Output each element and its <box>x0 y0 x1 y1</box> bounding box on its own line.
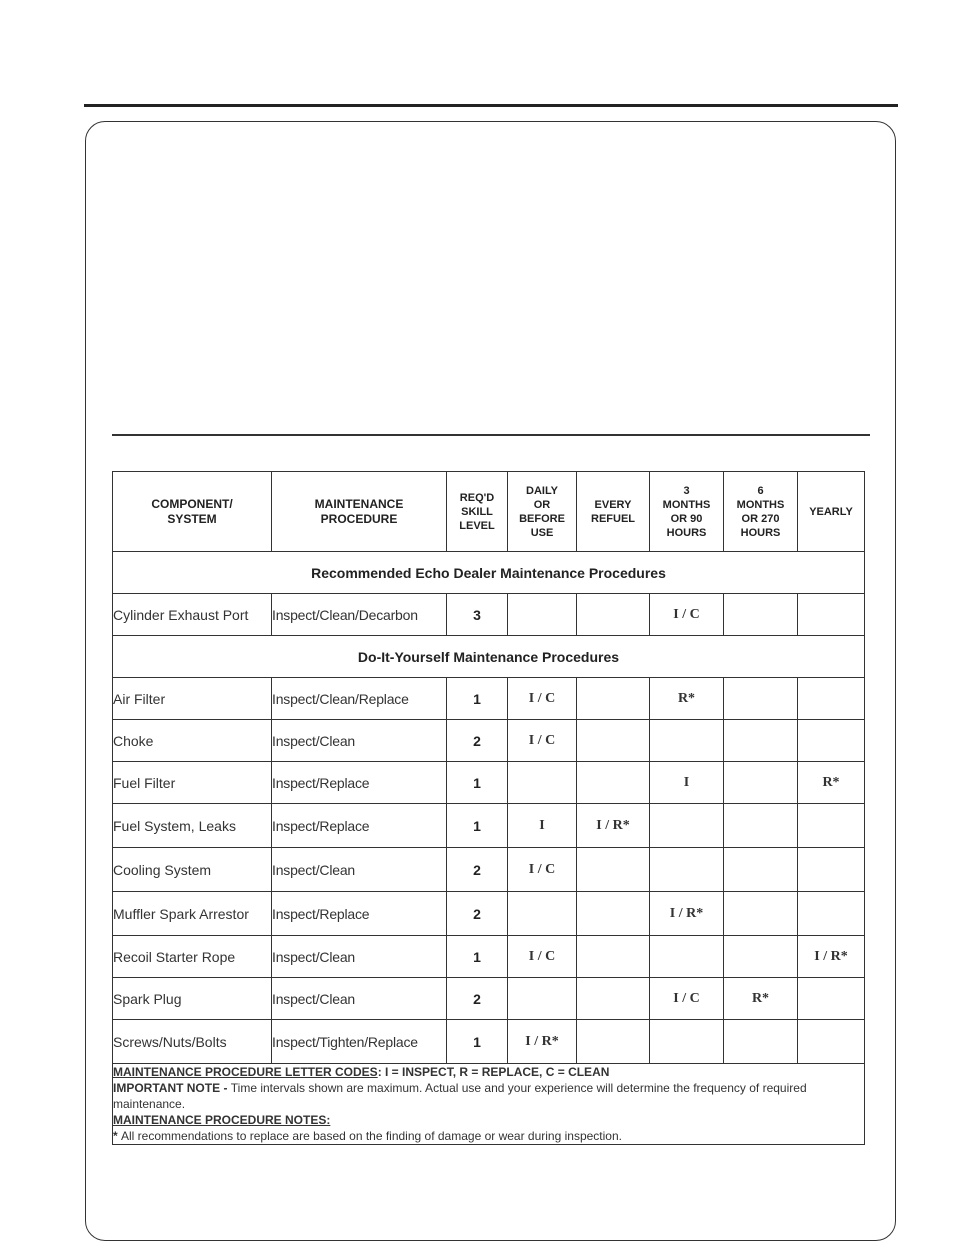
letter-codes-line <box>113 1064 864 1080</box>
m3-cell: I / C <box>650 978 724 1020</box>
replace-note-star: * <box>113 1129 122 1143</box>
m3-cell: I / R* <box>650 892 724 936</box>
table-row <box>113 892 865 936</box>
m3-cell: R* <box>650 678 724 720</box>
daily-cell: I / C <box>508 678 577 720</box>
m6-cell <box>724 762 798 804</box>
m3-cell <box>650 848 724 892</box>
daily-cell: I / R* <box>508 1020 577 1064</box>
daily-cell: I / C <box>508 720 577 762</box>
m6-cell <box>724 848 798 892</box>
refuel-cell <box>577 762 650 804</box>
table-row <box>113 848 865 892</box>
procedure-cell: Inspect/Clean/Decarbon <box>272 594 447 636</box>
procedure-notes-label: MAINTENANCE PROCEDURE NOTES: <box>113 1113 331 1127</box>
letter-codes-text: : I = INSPECT, R = REPLACE, C = CLEAN <box>377 1065 610 1079</box>
table-row <box>113 720 865 762</box>
refuel-cell <box>577 678 650 720</box>
section-rule <box>112 434 870 436</box>
important-note <box>113 1080 864 1112</box>
section-row-diy <box>113 636 865 678</box>
component-cell: Fuel Filter <box>113 762 272 804</box>
notes-cell <box>113 1064 865 1145</box>
daily-cell <box>508 594 577 636</box>
procedure-cell: Inspect/Clean <box>272 978 447 1020</box>
yearly-cell <box>798 804 865 848</box>
daily-cell: I <box>508 804 577 848</box>
refuel-cell <box>577 720 650 762</box>
table-row <box>113 804 865 848</box>
m3-cell <box>650 804 724 848</box>
table-row <box>113 762 865 804</box>
procedure-cell: Inspect/Replace <box>272 892 447 936</box>
refuel-cell <box>577 892 650 936</box>
component-cell: Air Filter <box>113 678 272 720</box>
daily-cell: I / C <box>508 936 577 978</box>
section-title-dealer: Recommended Echo Dealer Maintenance Procedures <box>113 552 865 594</box>
refuel-cell <box>577 978 650 1020</box>
component-cell: Cooling System <box>113 848 272 892</box>
component-cell: Spark Plug <box>113 978 272 1020</box>
procedure-cell: Inspect/Clean <box>272 720 447 762</box>
table-row <box>113 978 865 1020</box>
table-row <box>113 678 865 720</box>
yearly-cell <box>798 848 865 892</box>
yearly-cell: I / R* <box>798 936 865 978</box>
skill-cell: 2 <box>447 720 508 762</box>
replace-note-text: All recommendations to replace are based on the finding of damage or wear during inspection. <box>121 1129 622 1143</box>
skill-cell: 2 <box>447 848 508 892</box>
skill-cell: 2 <box>447 892 508 936</box>
procedure-cell: Inspect/Replace <box>272 804 447 848</box>
yearly-cell <box>798 892 865 936</box>
m3-cell <box>650 720 724 762</box>
m6-cell <box>724 678 798 720</box>
section-title-diy: Do-It-Yourself Maintenance Procedures <box>113 636 865 678</box>
header-3-months: 3 MONTHS OR 90 HOURS <box>650 472 724 552</box>
maintenance-table <box>112 471 865 1145</box>
skill-cell: 1 <box>447 762 508 804</box>
m6-cell <box>724 720 798 762</box>
header-skill-level: REQ'D SKILL LEVEL <box>447 472 508 552</box>
daily-cell <box>508 892 577 936</box>
m6-cell: R* <box>724 978 798 1020</box>
table-row <box>113 594 865 636</box>
component-cell: Muffler Spark Arrestor <box>113 892 272 936</box>
yearly-cell <box>798 720 865 762</box>
skill-cell: 1 <box>447 1020 508 1064</box>
component-cell: Choke <box>113 720 272 762</box>
header-procedure: MAINTENANCE PROCEDURE <box>272 472 447 552</box>
skill-cell: 1 <box>447 936 508 978</box>
m3-cell: I <box>650 762 724 804</box>
replace-note <box>113 1128 864 1144</box>
procedure-cell: Inspect/Clean/Replace <box>272 678 447 720</box>
m6-cell <box>724 594 798 636</box>
table-row <box>113 936 865 978</box>
m3-cell: I / C <box>650 594 724 636</box>
header-component: COMPONENT/ SYSTEM <box>113 472 272 552</box>
component-cell: Cylinder Exhaust Port <box>113 594 272 636</box>
header-row <box>113 472 865 552</box>
skill-cell: 3 <box>447 594 508 636</box>
procedure-cell: Inspect/Clean <box>272 848 447 892</box>
refuel-cell: I / R* <box>577 804 650 848</box>
header-every-refuel: EVERY REFUEL <box>577 472 650 552</box>
skill-cell: 1 <box>447 678 508 720</box>
m6-cell <box>724 936 798 978</box>
procedure-cell: Inspect/Tighten/Replace <box>272 1020 447 1064</box>
daily-cell: I / C <box>508 848 577 892</box>
section-row-dealer <box>113 552 865 594</box>
procedure-cell: Inspect/Replace <box>272 762 447 804</box>
header-yearly: YEARLY <box>798 472 865 552</box>
skill-cell: 1 <box>447 804 508 848</box>
skill-cell: 2 <box>447 978 508 1020</box>
m6-cell <box>724 804 798 848</box>
refuel-cell <box>577 848 650 892</box>
component-cell: Screws/Nuts/Bolts <box>113 1020 272 1064</box>
procedure-cell: Inspect/Clean <box>272 936 447 978</box>
yearly-cell <box>798 1020 865 1064</box>
table-row <box>113 1020 865 1064</box>
top-rule <box>84 104 898 107</box>
important-note-label: IMPORTANT NOTE - <box>113 1081 231 1095</box>
m3-cell <box>650 936 724 978</box>
header-daily: DAILY OR BEFORE USE <box>508 472 577 552</box>
refuel-cell <box>577 1020 650 1064</box>
component-cell: Fuel System, Leaks <box>113 804 272 848</box>
notes-row <box>113 1064 865 1145</box>
daily-cell <box>508 762 577 804</box>
procedure-notes-heading <box>113 1112 864 1128</box>
component-cell: Recoil Starter Rope <box>113 936 272 978</box>
m6-cell <box>724 892 798 936</box>
header-6-months: 6 MONTHS OR 270 HOURS <box>724 472 798 552</box>
important-note-text: Time intervals shown are maximum. Actual use and your experience will determine the frequency of required maintenance. <box>113 1081 807 1111</box>
yearly-cell <box>798 678 865 720</box>
daily-cell <box>508 978 577 1020</box>
refuel-cell <box>577 594 650 636</box>
letter-codes-label: MAINTENANCE PROCEDURE LETTER CODES <box>113 1065 378 1079</box>
yearly-cell <box>798 594 865 636</box>
m3-cell <box>650 1020 724 1064</box>
refuel-cell <box>577 936 650 978</box>
yearly-cell <box>798 978 865 1020</box>
yearly-cell: R* <box>798 762 865 804</box>
m6-cell <box>724 1020 798 1064</box>
